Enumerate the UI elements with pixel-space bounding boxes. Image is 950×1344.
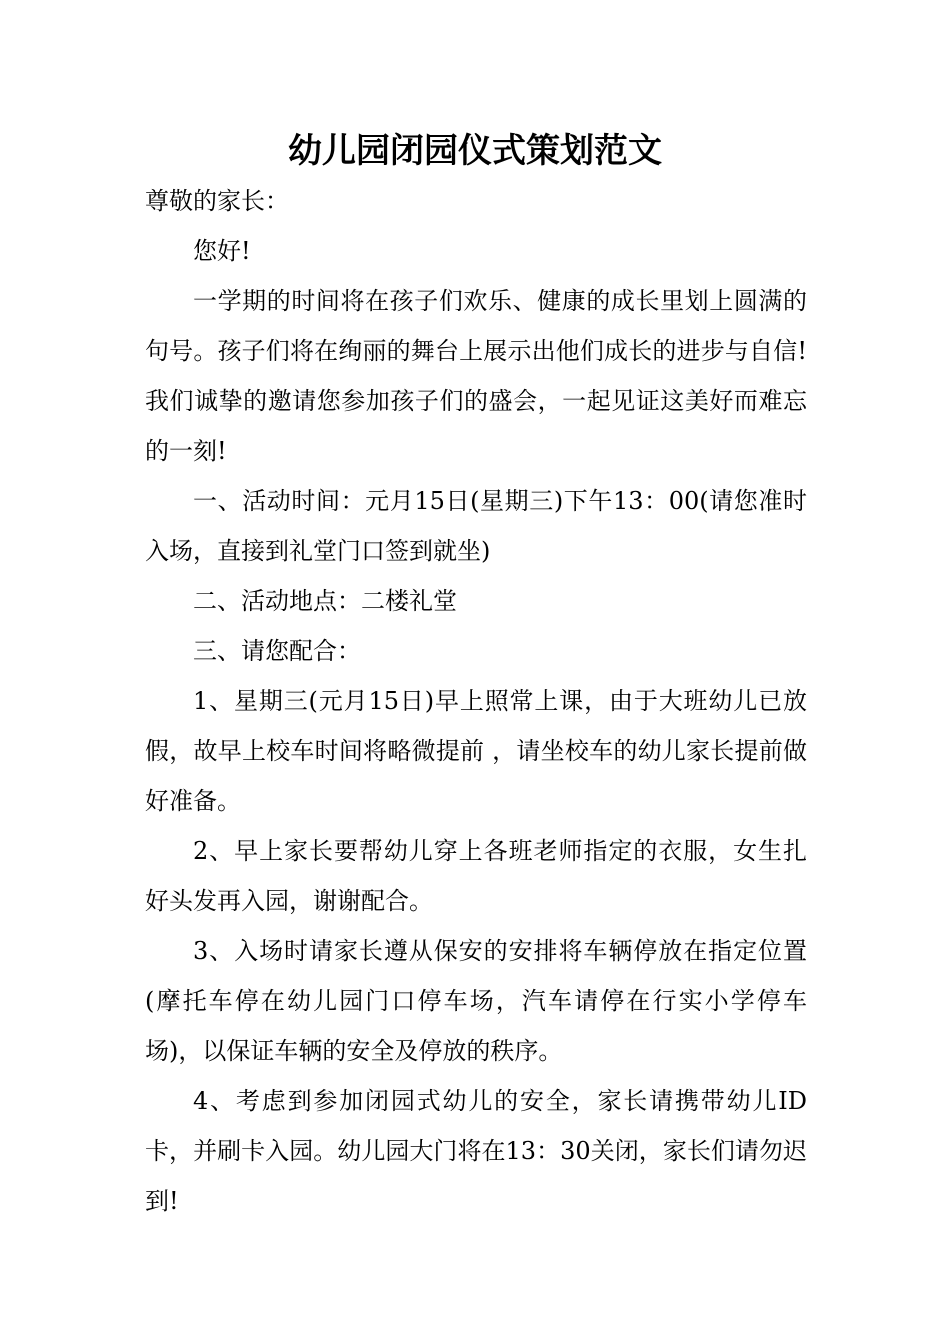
paragraph-item-1: 1、星期三(元月15日)早上照常上课，由于大班幼儿已放假，故早上校车时间将略微提前 ，请坐校车的幼儿家长提前做好准备。	[145, 687, 807, 815]
paragraph-activity-location: 二、活动地点：二楼礼堂	[193, 587, 457, 615]
document-title: 幼儿园闭园仪式策划范文	[288, 131, 662, 171]
paragraph-item-4: 4、考虑到参加闭园式幼儿的安全，家长请携带幼儿ID卡，并刷卡入园。幼儿园大门将在13：30关闭，家长们请勿迟到!	[145, 1087, 807, 1215]
paragraph-cooperation-heading: 三、请您配合：	[193, 637, 361, 665]
salutation: 尊敬的家长：	[145, 187, 289, 215]
paragraph-item-2: 2、早上家长要帮幼儿穿上各班老师指定的衣服，女生扎好头发再入园，谢谢配合。	[145, 837, 807, 915]
paragraph-intro: 一学期的时间将在孩子们欢乐、健康的成长里划上圆满的句号。孩子们将在绚丽的舞台上展示出他们成长的进步与自信!我们诚挚的邀请您参加孩子们的盛会，一起见证这美好而难忘的一刻!	[145, 287, 807, 465]
paragraph-activity-time: 一、活动时间：元月15日(星期三)下午13：00(请您准时入场，直接到礼堂门口签到就坐)	[145, 487, 807, 565]
greeting: 您好!	[193, 237, 251, 265]
document-body	[145, 176, 807, 1226]
paragraph-item-3: 3、入场时请家长遵从保安的安排将车辆停放在指定位置(摩托车停在幼儿园门口停车场，汽车请停在行实小学停车场)，以保证车辆的安全及停放的秩序。	[145, 937, 807, 1065]
